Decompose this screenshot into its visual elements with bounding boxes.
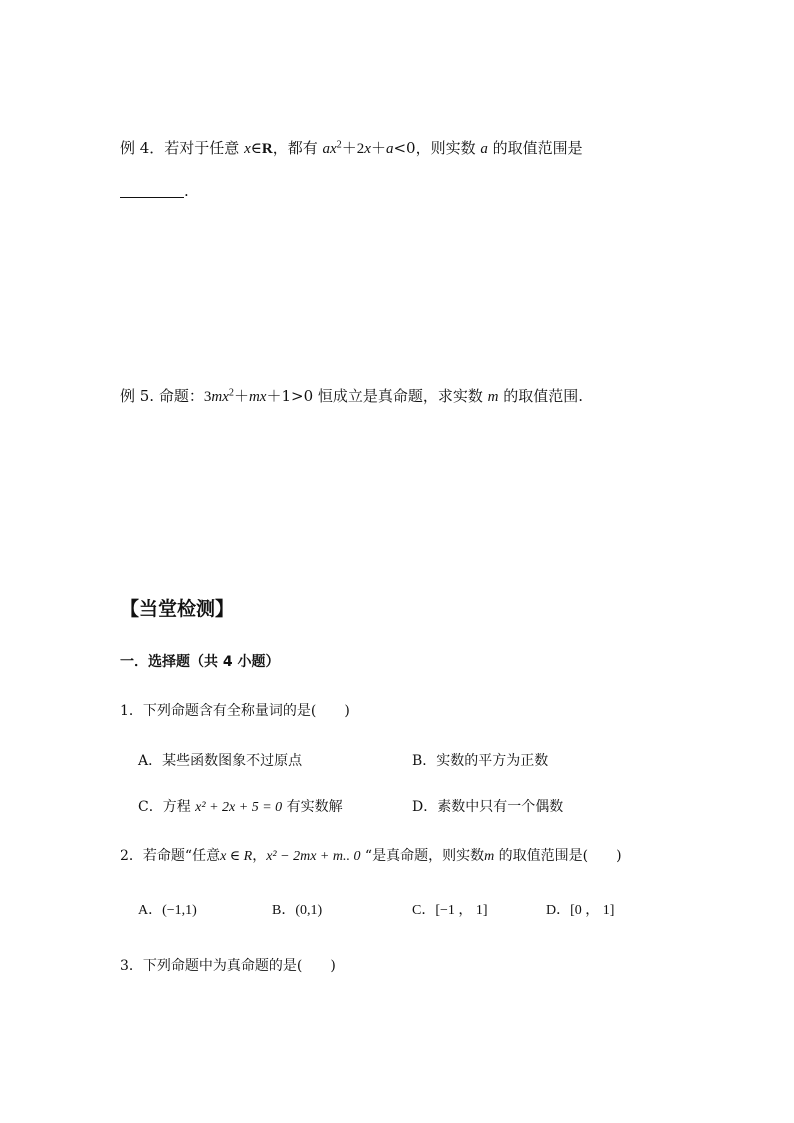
var-x: x xyxy=(364,141,371,157)
plus-sign: ＋ xyxy=(370,141,386,157)
var-a: a xyxy=(322,141,330,157)
var-mx: mx xyxy=(248,389,267,405)
real-set-symbol: R xyxy=(261,141,273,157)
q2-stem-suffix: 的取值范围是( ) xyxy=(494,848,622,864)
question-1-option-c xyxy=(138,796,343,816)
plus-term: ＋2 xyxy=(341,141,365,157)
example-4-line-2 xyxy=(120,182,189,200)
answer-blank xyxy=(120,183,184,198)
plus-sign: ＋ xyxy=(233,389,249,405)
coefficient: 3 xyxy=(203,389,212,405)
question-2-option-c: C．[−1 ， 1] xyxy=(412,903,488,918)
example-5-line xyxy=(120,385,583,406)
example-4-tail: 的取值范围是 xyxy=(487,139,583,157)
example-5-tail: 的取值范围. xyxy=(498,387,584,405)
var-a: a xyxy=(480,141,488,157)
example-5-label: 例 5. 命题： xyxy=(120,387,204,405)
question-2-option-a: A．(−1,1) xyxy=(138,903,197,918)
example-5-rest: ＋1>0 恒成立是真命题，求实数 xyxy=(266,387,488,405)
var-x: x xyxy=(244,141,251,157)
question-2-option-b: B．(0,1) xyxy=(272,903,323,918)
question-2-stem xyxy=(120,845,622,865)
example-4-label: 例 4．若对于任意 xyxy=(120,139,245,157)
exponent: 2 xyxy=(228,387,234,399)
section-heading: 【当堂检测】 xyxy=(120,598,235,620)
var-x: x xyxy=(330,141,337,157)
q2-math-domain: x ∈ R xyxy=(220,849,253,864)
question-3-stem: 3．下列命题中为真命题的是( ) xyxy=(120,958,336,974)
question-1-stem: 1．下列命题含有全称量词的是( ) xyxy=(120,703,350,719)
q2-stem-prefix: 2．若命题“任意 xyxy=(120,848,221,864)
q2-separator: ， xyxy=(252,848,267,864)
var-a: a xyxy=(385,141,394,157)
subsection-heading: 一．选择题（共 4 小题） xyxy=(120,654,280,670)
question-1-option-d: D．素数中只有一个偶数 xyxy=(412,799,564,815)
question-1-option-a: A．某些函数图象不过原点 xyxy=(138,753,303,769)
period: . xyxy=(184,182,189,200)
option-c-prefix: C．方程 xyxy=(138,799,196,815)
exponent: 2 xyxy=(336,139,342,151)
question-1-option-b: B．实数的平方为正数 xyxy=(412,753,549,769)
option-c-suffix: 有实数解 xyxy=(282,799,343,815)
var-m: m xyxy=(487,389,499,405)
inequality-text: <0，则实数 xyxy=(393,139,481,157)
element-of-symbol: ∈ xyxy=(250,141,262,157)
var-m: m xyxy=(484,849,495,864)
var-mx: mx xyxy=(211,389,229,405)
question-2-option-d: D．[0 ， 1] xyxy=(546,903,615,918)
example-4-mid-text: ，都有 xyxy=(272,139,323,157)
equation: x² + 2x + 5 = 0 xyxy=(195,800,283,815)
q2-stem-middle: “是真命题，则实数 xyxy=(360,848,485,864)
example-4-line-1 xyxy=(120,137,583,158)
q2-math-inequality: x² − 2mx + m.. 0 xyxy=(266,849,361,864)
